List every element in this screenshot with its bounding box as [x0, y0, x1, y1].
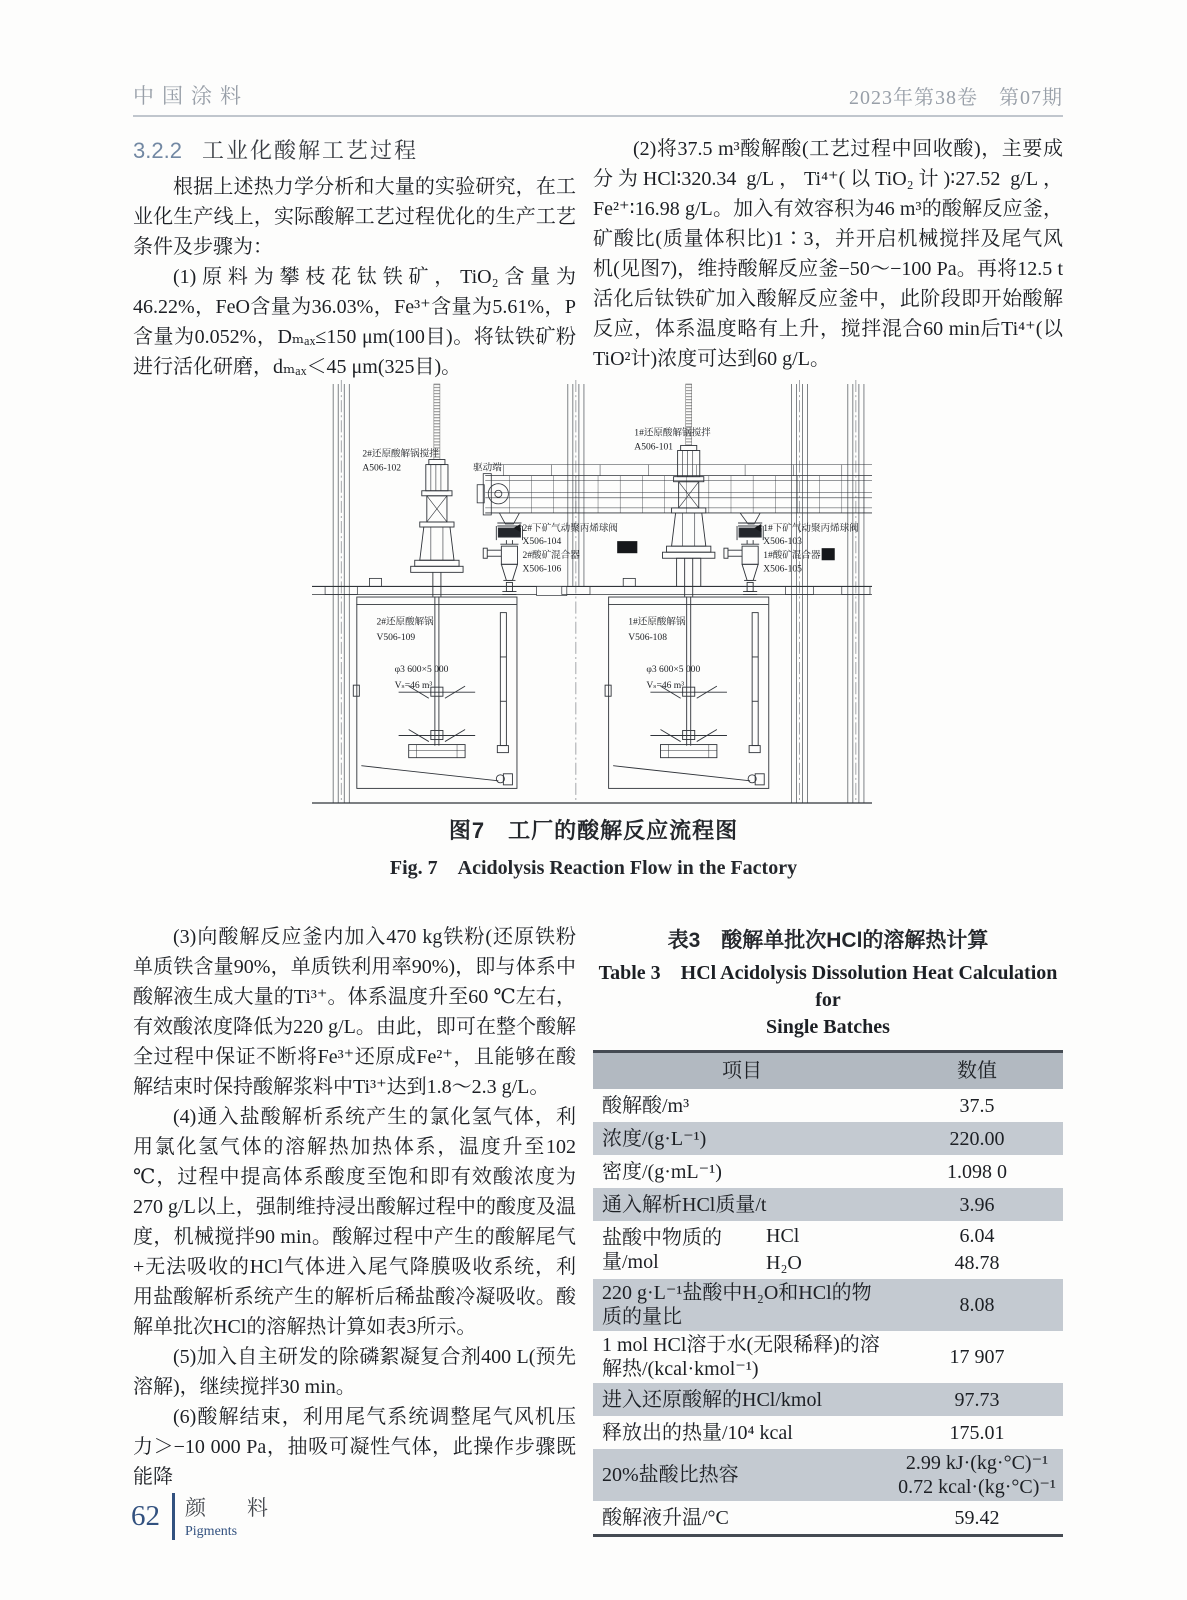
column-left-bottom: [133, 922, 576, 1492]
building-column-edge: [848, 380, 864, 803]
building-column-mid: [568, 380, 584, 803]
page-header: [133, 74, 1063, 117]
row-value-line1: 2.99 kJ·(kg·°C)⁻¹: [905, 1452, 1049, 1474]
table-row: [593, 1089, 1063, 1122]
table-row-twoline: [593, 1449, 1063, 1501]
table-row-merged: [593, 1221, 1063, 1279]
table-row: [593, 1122, 1063, 1155]
label-mixer1-name: 1#酸矿混合器: [763, 550, 821, 562]
paragraph-step6: (6)酸解结束，利用尾气系统调整尾气风机压力＞−10 000 Pa，抽吸可凝性气体，此操作步骤既能降: [133, 1406, 576, 1488]
paragraph-step1: (1)原料为攀枝花钛铁矿，TiO₂含量为46.22%，FeO含量为36.03%，Fe³⁺含量为5.61%，P含量为0.052%，Dₘₐₓ≤150 μm(100目)。将钛铁矿粉进行活化研磨，dₘₐₓ＜45 μm(325目)。: [133, 266, 576, 378]
label-mixer1-tag: X506-105: [763, 563, 802, 575]
equipment-block-right: [822, 548, 835, 560]
agitator-1-housing: [685, 558, 693, 596]
label-agitator2-tag: A506-102: [362, 462, 402, 474]
sub-row-value: 48.78: [954, 1252, 1000, 1274]
footer-divider: [172, 1493, 175, 1540]
row-value: 17 907: [949, 1346, 1005, 1368]
label-mixer2-name: 2#酸矿混合器: [522, 550, 580, 562]
table3-title-en-line2: Single Batches: [766, 1016, 890, 1038]
equipment-block-left: [617, 541, 637, 553]
table-row: [593, 1155, 1063, 1188]
paragraph-step2: (2)将37.5 m³酸解酸(工艺过程中回收酸)，主要成分为HCl∶320.34 g/L，Ti⁴⁺(以TiO₂计)∶27.52 g/L，Fe²⁺∶16.98 g/L。加入有效容积为46 m³的酸解反应釜，矿酸比(质量体积比)1∶3，并开启机械搅拌及尾气风机(见图7)，维持酸解反应釜−50～−100 Pa。再将12.5 t活化后钛铁矿加入酸解反应釜中，此阶段即开始酸解反应，体系温度略有上升，搅拌混合60 min后Ti⁴⁺(以TiO²计)浓度可达到60 g/L。: [593, 138, 1063, 370]
sub-row-value: 6.04: [959, 1225, 995, 1247]
column-right-bottom: [593, 924, 1063, 1537]
issue-info: 2023年第38卷 第07期: [849, 87, 1063, 109]
agitator-1: [663, 445, 715, 558]
sub-row: [760, 1223, 1063, 1250]
label-agitator1-tag: A506-101: [634, 441, 674, 453]
table3-title-zh: 表3 酸解单批次HCl的溶解热计算: [667, 929, 989, 952]
figure7-caption-en: Fig. 7 Acidolysis Reaction Flow in the Factory: [389, 857, 798, 879]
agitator-2: [411, 460, 463, 573]
section-heading: [133, 134, 576, 165]
table3-title-en: [593, 960, 1063, 1041]
row-value: 97.73: [954, 1388, 1000, 1411]
building-column-left: [333, 380, 349, 803]
column-left-top: [133, 134, 576, 382]
label-valve1-tag: X506-103: [763, 536, 802, 548]
label-valve1-name: 1#下矿气动聚丙烯球阀: [763, 523, 859, 535]
row-item: 密度/(g·mL⁻¹): [602, 1160, 722, 1183]
row-subrows: [760, 1223, 1063, 1277]
table-row: [593, 1383, 1063, 1416]
sub-row: [760, 1250, 1063, 1277]
feed-valve-mixer-1: [724, 523, 763, 595]
label-agitator1-name: 1#还原酸解锅搅拌: [634, 427, 711, 439]
feed-valve-mixer-2: [483, 523, 522, 595]
row-value: 220.00: [949, 1127, 1005, 1150]
row-item: 通入解析HCl质量/t: [602, 1193, 767, 1216]
label-tank1-dim: φ3 600×5 000: [646, 664, 701, 676]
column-right-top: [593, 134, 1063, 374]
figure7-caption-zh: 图7 工厂的酸解反应流程图: [448, 818, 739, 843]
label-drive-end: 驱动端: [473, 462, 502, 474]
table-row: [593, 1331, 1063, 1383]
row-value: 8.08: [959, 1294, 995, 1316]
figure7-diagram: [312, 378, 872, 810]
table-row: [593, 1501, 1063, 1534]
row-value: 175.01: [949, 1421, 1005, 1444]
label-tank2-dim: φ3 600×5 000: [394, 664, 449, 676]
label-valve2-tag: X506-104: [522, 536, 562, 548]
paragraph-step3: (3)向酸解反应釜内加入470 kg铁粉(还原铁粉单质铁含量90%，单质铁利用率90%)，即与体系中酸解液生成大量的Ti³⁺。体系温度升至60 ℃左右，有效酸浓度降低为220 g/L。由此，即可在整个酸解全过程中保证不断将Fe³⁺还原成Fe²⁺，且能够在酸解结束时保持酸解浆料中Ti³⁺达到1.8～2.3 g/L。: [133, 926, 576, 1098]
row-value-twoline: [891, 1451, 1063, 1499]
footer-column-en: Pigments: [185, 1524, 238, 1539]
row-value-line2: 0.72 kcal·(kg·°C)⁻¹: [898, 1476, 1056, 1498]
label-valve2-name: 2#下矿气动聚丙烯球阀: [522, 523, 618, 535]
figure7-caption: [0, 814, 1187, 880]
row-value: 59.42: [954, 1506, 1000, 1529]
agitator-2-housing: [433, 572, 441, 596]
paragraph-step5: (5)加入自主研发的除磷絮凝复合剂400 L(预先溶解)，继续搅拌30 min。: [133, 1346, 576, 1398]
row-value: 37.5: [959, 1094, 995, 1117]
footer-column-zh: 颜 料: [185, 1496, 278, 1520]
table3: [593, 1050, 1063, 1537]
row-item: 浓度/(g·L⁻¹): [602, 1127, 707, 1150]
label-tank1-tag: V506-108: [628, 631, 667, 643]
table3-header-row: [593, 1053, 1063, 1089]
agitator-1-frame: [677, 558, 701, 586]
table-row: [593, 1188, 1063, 1221]
label-agitator2-name: 2#还原酸解锅搅拌: [362, 448, 439, 460]
footer-column-title: [185, 1492, 278, 1540]
sub-row-label: HCl: [766, 1225, 800, 1247]
figure7: [312, 378, 872, 810]
table3-col-item: 项目: [722, 1060, 762, 1082]
row-item: 释放出的热量/10⁴ kcal: [602, 1421, 793, 1444]
platform: [312, 578, 872, 595]
paragraph-step4: (4)通入盐酸解析系统产生的氯化氢气体，利用氯化氢气体的溶解热加热体系，温度升至102 ℃，过程中提高体系酸度至饱和即有效酸浓度为270 g/L以上，强制维持浸出酸解过程中的酸度及温度，机械搅拌90 min。酸解过程中产生的酸解尾气+无法吸收的HCl气体进入尾气降膜吸收系统，利用盐酸解析系统产生的解析后稀盐酸冷凝吸收。酸解单批次HCl的溶解热计算如表3所示。: [133, 1106, 576, 1338]
page-footer: [131, 1492, 278, 1540]
row-item: 盐酸中物质的量/mol: [602, 1227, 722, 1273]
label-tank1-name: 1#还原酸解锅: [628, 616, 686, 628]
row-value: 3.96: [959, 1193, 995, 1216]
row-value: 1.098 0: [947, 1160, 1007, 1183]
sub-row-label: H₂O: [766, 1252, 802, 1274]
conveyor: [477, 465, 872, 524]
table-row: [593, 1416, 1063, 1449]
label-mixer2-tag: X506-106: [522, 563, 562, 575]
journal-name: 中国涂料: [133, 84, 249, 108]
table3-title-en-line1: Table 3 HCl Acidolysis Dissolution Heat Calculation for: [598, 962, 1058, 1011]
page-number: 62: [131, 1499, 160, 1532]
row-item: 进入还原酸解的HCl/kmol: [602, 1388, 823, 1411]
section-number: 3.2.2: [133, 138, 182, 163]
row-item: 1 mol HCl溶于水(无限稀释)的溶解热/(kcal·kmol⁻¹): [602, 1334, 880, 1380]
label-tank2-vol: Vₛ=46 m³: [394, 680, 433, 692]
table3-col-value: 数值: [957, 1060, 997, 1082]
section-title: 工业化酸解工艺过程: [201, 138, 418, 163]
label-tank2-tag: V506-109: [376, 631, 416, 643]
building-column-right: [791, 380, 807, 803]
row-item: 酸解液升温/°C: [602, 1506, 729, 1529]
label-tank1-vol: Vₛ=46 m³: [646, 680, 685, 692]
row-item: 20%盐酸比热容: [602, 1464, 739, 1486]
row-item: 酸解酸/m³: [602, 1094, 690, 1117]
row-item: 220 g·L⁻¹盐酸中H₂O和HCl的物质的量比: [602, 1282, 872, 1328]
label-tank2-name: 2#还原酸解锅: [376, 616, 434, 628]
paragraph-intro: 根据上述热力学分析和大量的实验研究，在工业化生产线上，实际酸解工艺过程优化的生产工艺条件及步骤为：: [133, 176, 576, 258]
table-row: [593, 1279, 1063, 1331]
